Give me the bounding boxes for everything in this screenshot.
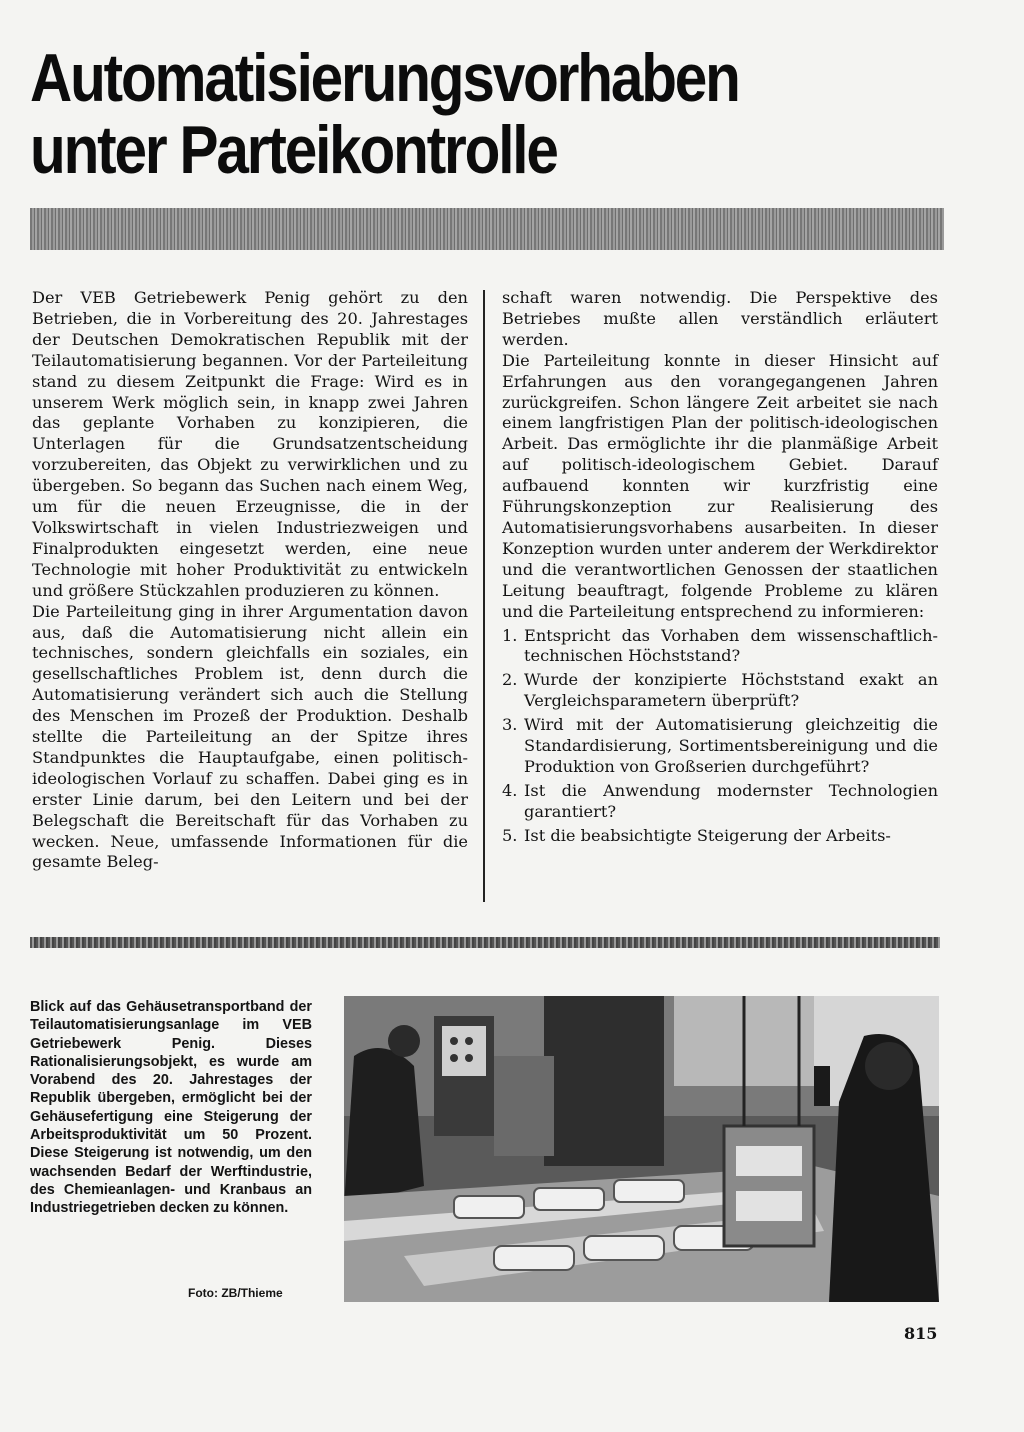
decorative-halftone-bar-middle (30, 937, 940, 948)
article-column-left (32, 288, 468, 873)
article-paragraph: schaft waren notwendig. Die Perspektive des Betriebes mußte allen verständlich erläutert werden. (502, 288, 938, 349)
question-text: Ist die Anwendung modernster Technologien garantiert? (524, 780, 938, 821)
factory-photo (344, 996, 939, 1302)
article-column-right (502, 288, 938, 850)
article-paragraph: Die Parteileitung ging in ihrer Argumentation davon aus, daß die Automatisierung nicht allein ein technisches, sondern gleichfalls ein soziales, ein gesellschaftliches Problem ist, denn durch die Automatisierung verändert sich auch die Stellung des Menschen im Prozeß der Produktion. Deshalb stellte die Parteileitung an der Spitze ihres Standpunktes die Hauptaufgabe, einen politisch-ideologischen Vorlauf zu schaffen. Dabei ging es in erster Linie darum, bei den Leitern und bei der Belegschaft die Bereitschaft für das Vorhaben zu wecken. Neue, umfassende Informationen für die gesamte Beleg- (32, 601, 468, 872)
headline-line-1: Automatisierungsvorhaben (30, 40, 739, 116)
photo-caption (30, 998, 312, 1218)
question-number: 3. (502, 715, 518, 735)
question-item (502, 781, 938, 823)
question-item (502, 626, 938, 668)
caption-text: Blick auf das Gehäusetransportband der Teilautomatisierungsanlage im VEB Getriebewerk Penig. Dieses Rationalisierungsobjekt, es wurde am Vorabend des 20. Jahrestages der Republik übergeben, ermöglicht bei der Gehäusefertigung eine Steigerung der Arbeitsproduktivität um 50 Prozent. Diese Steigerung ist notwendig, um den wachsenden Bedarf der Werftindustrie, des Chemieanlagen- und Kranbaus an Industriegetrieben decken zu können. (30, 999, 312, 1217)
question-item (502, 670, 938, 712)
column-divider (483, 290, 485, 902)
question-item (502, 826, 938, 847)
question-text: Wird mit der Automatisierung gleichzeitig die Standardisierung, Sortimentsbereinigung und die Produktion von Großserien durchgeführt? (524, 715, 938, 776)
headline-line-2: unter Parteikontrolle (30, 112, 557, 188)
photo-credit: Foto: ZB/Thieme (188, 1286, 283, 1300)
article-paragraph: Die Parteileitung konnte in dieser Hinsicht auf Erfahrungen aus den vorangegangenen Jahren zurückgreifen. Schon längere Zeit arbeitet sie nach einem langfristigen Plan der politisch-ideologischen Arbeit. Das ermöglichte ihr die planmäßige Arbeit auf politisch-ideologischem Gebiet. Darauf aufbauend konnten wir kurzfristig eine Führungskonzeption zur Realisierung des Automatisierungsvorhabens ausarbeiten. In dieser Konzeption wurden unter anderem der Werkdirektor und die verantwortlichen Genossen der staatlichen Leitung beauftragt, folgende Probleme zu klären und die Parteileitung entsprechend zu informieren: (502, 350, 938, 621)
question-number: 1. (502, 625, 518, 645)
factory-photo-illustration (344, 996, 939, 1302)
question-number: 4. (502, 780, 518, 800)
question-list (502, 626, 938, 847)
decorative-halftone-bar-top (30, 208, 944, 250)
question-text: Entspricht das Vorhaben dem wissenschaftlich-technischen Höchststand? (524, 625, 938, 666)
question-number: 5. (502, 825, 518, 845)
question-item (502, 715, 938, 778)
question-number: 2. (502, 670, 518, 690)
page-number: 815 (904, 1324, 938, 1343)
article-paragraph: Der VEB Getriebewerk Penig gehört zu den Betrieben, die in Vorbereitung des 20. Jahrestages der Deutschen Demokratischen Republik mit der Teilautomatisierung begannen. Vor der Parteileitung stand zu diesem Zeitpunkt die Frage: Wird es in unserem Werk möglich sein, in knapp zwei Jahren das geplante Vorhaben zu konzipieren, die Unterlagen für die Grundsatzentscheidung vorzubereiten, das Objekt zu verwirklichen und zu übergeben. So begann das Suchen nach einem Weg, um für die neuen Erzeugnisse, die in der Volkswirtschaft in vielen Industriezweigen und Finalprodukten eingesetzt werden, eine neue Technologie mit hoher Produktivität zu entwickeln und größere Stückzahlen produzieren zu können. (32, 288, 468, 600)
headline (30, 42, 804, 186)
question-text: Ist die beabsichtigte Steigerung der Arbeits- (524, 825, 891, 845)
question-text: Wurde der konzipierte Höchststand exakt an Vergleichsparametern überprüft? (524, 670, 938, 711)
